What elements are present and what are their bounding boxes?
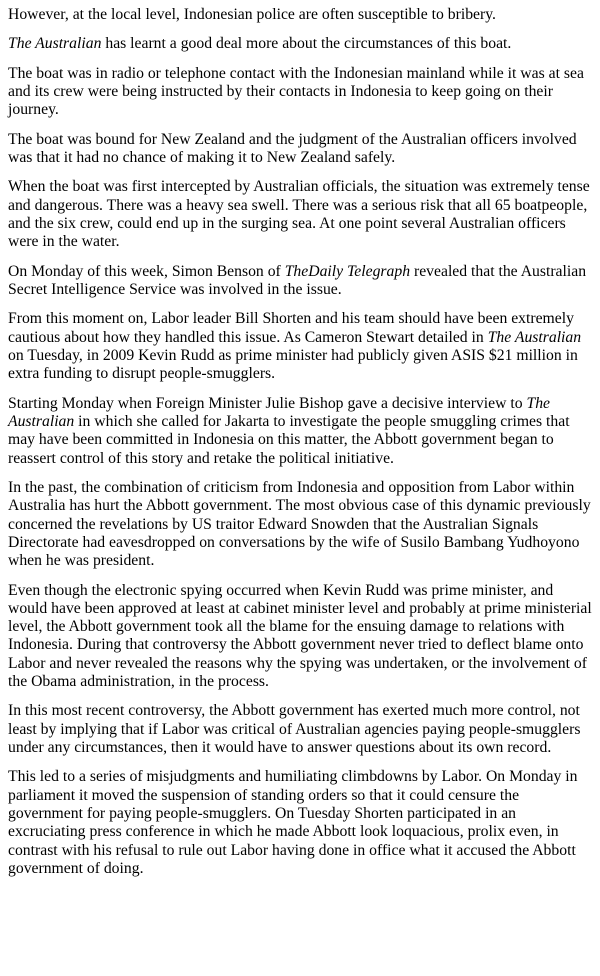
paragraph-text: revealed that the Australian Secret Intelligence Service was involved in the issue. [8, 262, 587, 299]
paragraph-text: From this moment on, Labor leader Bill Shorten and his team should have been extremely cautious about how they handled this issue. As Cameron Stewart detailed in [8, 310, 574, 346]
paragraph-9: In the past, the combination of criticism from Indonesia and opposition from Labor within Australia has hurt the Abbott government. The most obvious case of this dynamic previously concerned the revelations by US traitor Edward Snowden that the Australian Signals Directorate had eavesdropped on conversations by the wife of Susilo Bambang Yudhoyono when he was president. [8, 478, 591, 570]
paragraph-text: on Tuesday, in 2009 Kevin Rudd as prime minister had publicly given ASIS $21 million in extra funding to disrupt people-smugglers. [8, 347, 578, 383]
paragraph-10: Even though the electronic spying occurred when Kevin Rudd was prime minister, and would have been approved at least at cabinet minister level and probably at prime ministerial level, the Abbott government took all the blame for the ensuing damage to relations with Indonesia. During that controversy the Abbott government never tried to deflect blame onto Labor and never revealed the reasons why the spying was undertaken, or the involvement of the Obama administration, in the process. [8, 581, 592, 691]
paragraph-11: In this most recent controversy, the Abbott government has exerted much more control, not least by implying that if Labor was critical of Australian agencies paying people-smugglers under any circumstances, then it would have to answer questions about its own record. [8, 702, 581, 757]
paragraph-text: has learnt a good deal more about the circumstances of this boat. [101, 35, 512, 53]
publication-name: The Australian [8, 394, 551, 430]
paragraph-text: Starting Monday when Foreign Minister Julie Bishop gave a decisive interview to [8, 394, 527, 412]
paragraph-3: The boat was in radio or telephone contact with the Indonesian mainland while it was at sea and its crew were being instructed by their contacts in Indonesia to keep going on their journey. [8, 64, 584, 119]
publication-name: TheDaily Telegraph [284, 262, 411, 280]
publication-name: The Australian [8, 35, 102, 53]
paragraph-1: However, at the local level, Indonesian police are often susceptible to bribery. [8, 6, 496, 23]
paragraph-text: On Monday of this week, Simon Benson of [8, 262, 285, 280]
paragraph-8 [8, 395, 592, 468]
publication-name: The Australian [487, 328, 582, 346]
paragraph-6 [8, 263, 592, 300]
paragraph-5: When the boat was first intercepted by Australian officials, the situation was extremely tense and dangerous. There was a heavy sea swell. There was a serious risk that all 65 boatpeople, and the six crew, could end up in the surging sea. At one point several Australian officers were in the water. [8, 178, 590, 251]
paragraph-12: This led to a series of misjudgments and humiliating climbdowns by Labor. On Monday in parliament it moved the suspension of standing orders so that it could censure the government for paying people-smugglers. On Tuesday Shorten participated in an excruciating press conference in which he made Abbott look loquacious, prolix even, in contrast with his refusal to rule out Labor having done in office what it accused the Abbott government of doing. [8, 768, 578, 877]
paragraph-2 [8, 35, 592, 53]
paragraph-7 [8, 310, 592, 383]
paragraph-text: in which she called for Jakarta to investigate the people smuggling crimes that may have been committed in Indonesia on this matter, the Abbott government began to reassert control of this story and retake the political initiative. [8, 413, 570, 467]
paragraph-4: The boat was bound for New Zealand and the judgment of the Australian officers involved was that it had no chance of making it to New Zealand safely. [8, 130, 577, 167]
